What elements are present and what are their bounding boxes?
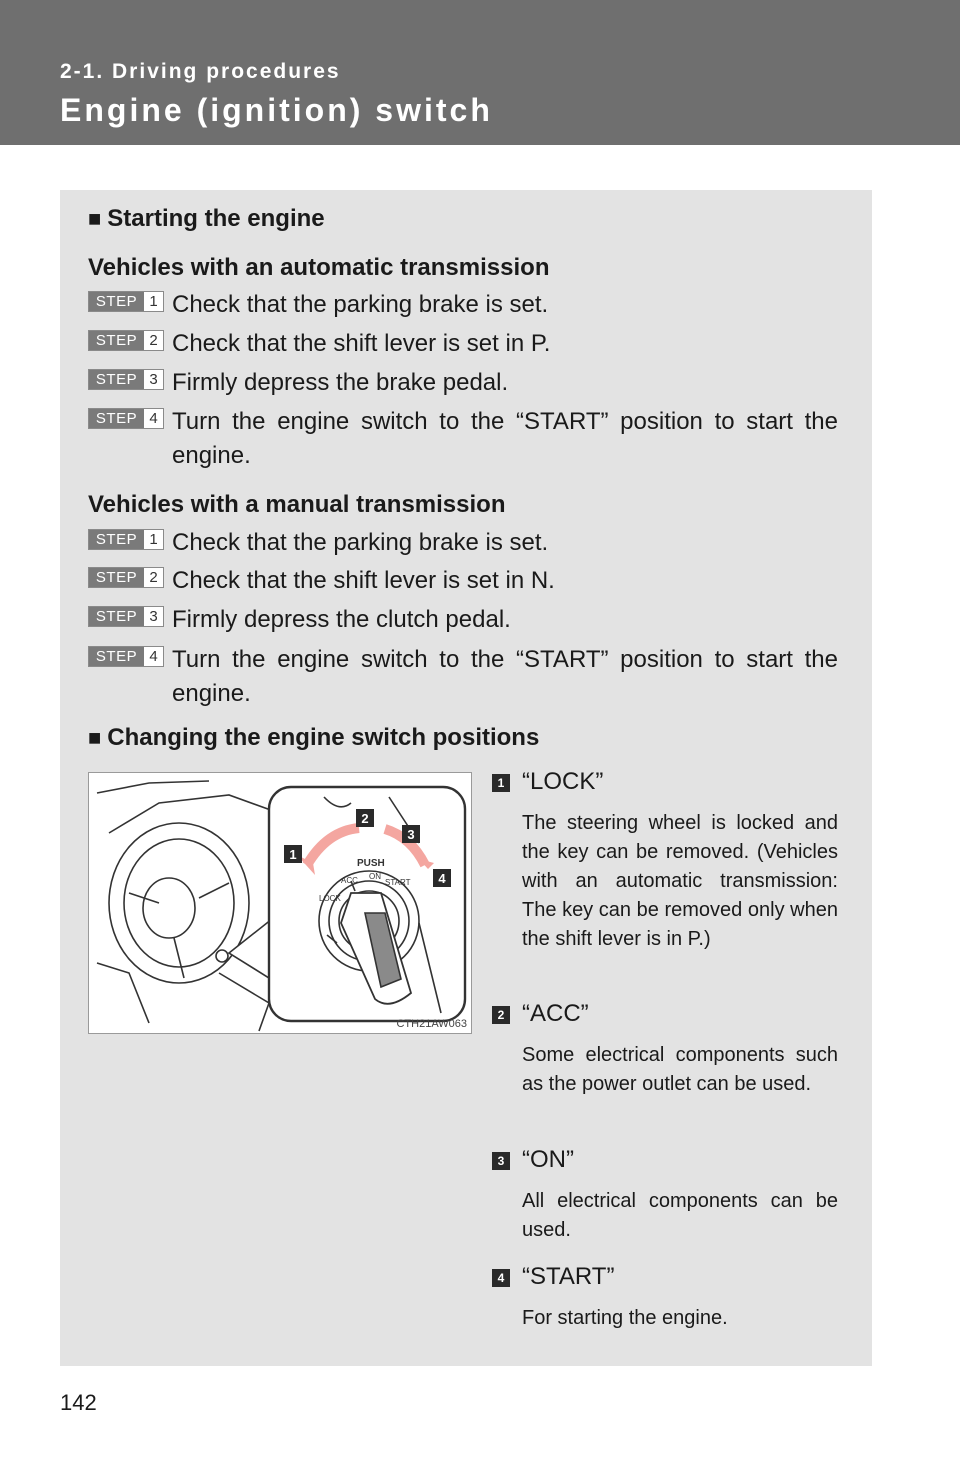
- manual-step-2: [88, 564, 838, 598]
- position-item-acc: [492, 997, 838, 1099]
- section-label: 2-1. Driving procedures: [60, 60, 341, 83]
- step-text: Turn the engine switch to the “START” position to start the engine.: [172, 646, 838, 707]
- step-badge: STEP 1: [88, 291, 164, 312]
- dial-acc-text: ACC: [341, 876, 358, 885]
- step-text: Firmly depress the clutch pedal.: [172, 606, 511, 633]
- changing-heading: ■ Changing the engine switch positions: [88, 724, 540, 751]
- callout-3: 3: [407, 827, 415, 842]
- position-description: The steering wheel is locked and the key can be removed. (Vehicles with an automatic transmission: The key can be removed only when the shift lever is in P.): [522, 812, 838, 950]
- position-label: “START”: [522, 1263, 615, 1290]
- page-header: [0, 0, 960, 145]
- page-title: Engine (ignition) switch: [60, 92, 493, 128]
- position-label: “ON”: [522, 1146, 574, 1173]
- callout-2: 2: [361, 811, 369, 826]
- square-bullet-icon: ■: [88, 206, 102, 231]
- manual-title: Vehicles with a manual transmission: [88, 491, 506, 518]
- step-badge: STEP 3: [88, 369, 164, 390]
- manual-step-1: [88, 526, 838, 560]
- auto-step-3: [88, 366, 838, 400]
- step-badge: STEP 4: [88, 646, 164, 667]
- manual-step-3: [88, 603, 838, 637]
- step-badge: STEP 3: [88, 606, 164, 627]
- position-description: Some electrical components such as the power outlet can be used.: [522, 1044, 838, 1095]
- callout-1: 1: [289, 847, 297, 862]
- number-2-icon: 2: [492, 1006, 510, 1024]
- figure-code: CTH21AW063: [396, 1018, 467, 1030]
- step-badge: STEP 2: [88, 567, 164, 588]
- auto-step-4: [88, 405, 838, 473]
- step-text: Check that the shift lever is set in P.: [172, 330, 551, 357]
- position-description: All electrical components can be used.: [522, 1190, 838, 1241]
- dial-on-text: ON: [369, 872, 381, 881]
- step-badge: STEP 2: [88, 330, 164, 351]
- position-description: For starting the engine.: [522, 1307, 728, 1329]
- step-text: Check that the shift lever is set in N.: [172, 567, 555, 594]
- ignition-switch-illustration: [88, 772, 472, 1034]
- auto-step-2: [88, 327, 838, 361]
- dial-push-text: PUSH: [357, 858, 385, 869]
- step-text: Check that the parking brake is set.: [172, 291, 549, 318]
- position-label: “LOCK”: [522, 768, 604, 795]
- dial-lock-text: LOCK: [319, 894, 341, 903]
- starting-heading: ■ Starting the engine: [88, 205, 325, 232]
- page-number: 142: [60, 1390, 97, 1415]
- dial-start-text: START: [385, 878, 411, 887]
- position-item-start: [492, 1260, 838, 1333]
- step-text: Firmly depress the brake pedal.: [172, 369, 509, 396]
- auto-step-1: [88, 288, 838, 322]
- position-item-lock: [492, 765, 838, 954]
- callout-4: 4: [438, 871, 446, 886]
- ignition-diagram-svg: [89, 773, 471, 1033]
- number-1-icon: 1: [492, 774, 510, 792]
- number-3-icon: 3: [492, 1152, 510, 1170]
- square-bullet-icon: ■: [88, 725, 102, 750]
- step-badge: STEP 1: [88, 529, 164, 550]
- step-text: Turn the engine switch to the “START” position to start the engine.: [172, 408, 838, 469]
- step-text: Check that the parking brake is set.: [172, 529, 549, 556]
- number-4-icon: 4: [492, 1269, 510, 1287]
- automatic-title: Vehicles with an automatic transmission: [88, 254, 550, 281]
- manual-step-4: [88, 643, 838, 711]
- position-label: “ACC”: [522, 1000, 589, 1027]
- step-badge: STEP 4: [88, 408, 164, 429]
- position-item-on: [492, 1143, 838, 1245]
